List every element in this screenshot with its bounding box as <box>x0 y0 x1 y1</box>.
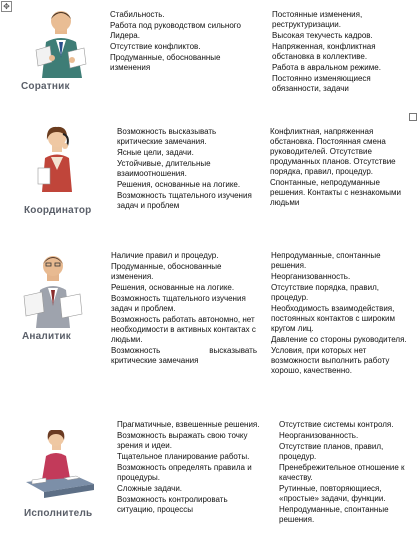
pros-item: Возможность тщательного изучения задач и проблем <box>117 191 252 210</box>
pros-item: Возможность работать автономно, нет необходимости в активных контактах с людьми. <box>111 315 256 344</box>
cons-item: Спонтанные, непродуманные решения. Контакты с незнакомыми людьми <box>270 178 401 207</box>
pros-item: Тщательное планирование работы. <box>117 452 250 461</box>
role-name-soratnik: Соратник <box>21 81 70 92</box>
cons-item: Давление со стороны руководителя. <box>271 335 407 344</box>
cons-item: Рутинные, повторяющиеся, «простые» задачи, функции. <box>279 484 386 503</box>
man-reading-document-icon <box>20 250 86 330</box>
cons-item: Условия, при которых нет возможности выполнить работу хорошо, качественно. <box>271 346 390 375</box>
cons-column-ispolnitel <box>279 420 409 526</box>
cons-item: Отсутствие системы контроля. <box>279 420 394 429</box>
cons-item: Напряженная, конфликтная обстановка в коллективе. <box>272 42 376 61</box>
cons-item: Необходимость взаимодействия, постоянных контактов с широким кругом лиц. <box>271 304 395 333</box>
pros-item: Решения, основанные на логике. <box>117 180 241 189</box>
pros-column-analitik <box>111 251 257 367</box>
woman-at-desk-icon <box>24 430 96 500</box>
role-name-koordinator: Координатор <box>24 205 92 216</box>
pros-item: Продуманные, обоснованные изменения <box>110 53 221 72</box>
pros-item: Решения, основанные на логике. <box>111 283 235 292</box>
cons-item: Отсутствие порядка, правил, процедур. <box>271 283 379 302</box>
pros-item: Возможность выражать свою точку зрения и идеи. <box>117 431 248 450</box>
pros-item: Продуманные, обоснованные изменения. <box>111 262 222 281</box>
cons-item: Неорганизованность. <box>279 431 359 440</box>
cons-item: Непродуманные, спонтанные решения. <box>271 251 381 270</box>
cons-item: Непродуманные, спонтанные решения. <box>279 505 389 524</box>
role-name-analitik: Аналитик <box>22 331 71 342</box>
pros-item: Возможность высказывать критические замечания. <box>117 127 217 146</box>
pros-item: Возможность определять правила и процедуры. <box>117 463 252 482</box>
pros-item: Работа под руководством сильного Лидера. <box>110 21 241 40</box>
pros-item: Возможность контролировать ситуацию, процессы <box>117 495 228 514</box>
pros-item: Прагматичные, взвешенные решения. <box>117 420 260 429</box>
cons-column-soratnik <box>272 10 408 95</box>
cons-item: Работа в авральном режиме. <box>272 63 381 72</box>
role-name-ispolnitel: Исполнитель <box>24 508 93 519</box>
pros-column-ispolnitel <box>117 420 265 516</box>
pros-column-koordinator <box>117 127 257 212</box>
pros-item: Возможность тщательного изучения задач и проблем. <box>111 294 246 313</box>
cons-item: Отсутствие планов, правил, процедур. <box>279 442 384 461</box>
cons-column-analitik <box>271 251 409 377</box>
pros-item: Ясные цели, задачи. <box>117 148 194 157</box>
pros-item: Стабильность. <box>110 10 165 19</box>
pros-item: Устойчивые, длительные взаимоотношения. <box>117 159 211 178</box>
cons-item: Высокая текучесть кадров. <box>272 31 373 40</box>
pros-item: Возможность высказывать критические замечания <box>111 346 257 365</box>
cons-item: Конфликтная, напряженная обстановка. Постоянная смена руководителей. Отсутствие продуманных планов. Отсутствие порядка, правил, процедур. <box>270 127 396 176</box>
cons-item: Пренебрежительное отношение к качеству. <box>279 463 405 482</box>
cons-item: Неорганизованность. <box>271 272 351 281</box>
pros-item: Наличие правил и процедур. <box>111 251 219 260</box>
pros-item: Сложные задачи. <box>117 484 183 493</box>
cons-column-koordinator <box>270 127 408 209</box>
pros-item: Отсутствие конфликтов. <box>110 42 201 51</box>
table-move-handle[interactable]: ✥ <box>1 1 12 12</box>
cons-item: Постоянно изменяющиеся обязанности, задачи <box>272 74 371 93</box>
businessman-with-papers-icon <box>28 6 94 80</box>
woman-on-phone-icon <box>32 124 82 194</box>
table-resize-handle[interactable] <box>409 113 417 121</box>
pros-column-soratnik <box>110 10 250 74</box>
cons-item: Постоянные изменения, реструктуризации. <box>272 10 363 29</box>
